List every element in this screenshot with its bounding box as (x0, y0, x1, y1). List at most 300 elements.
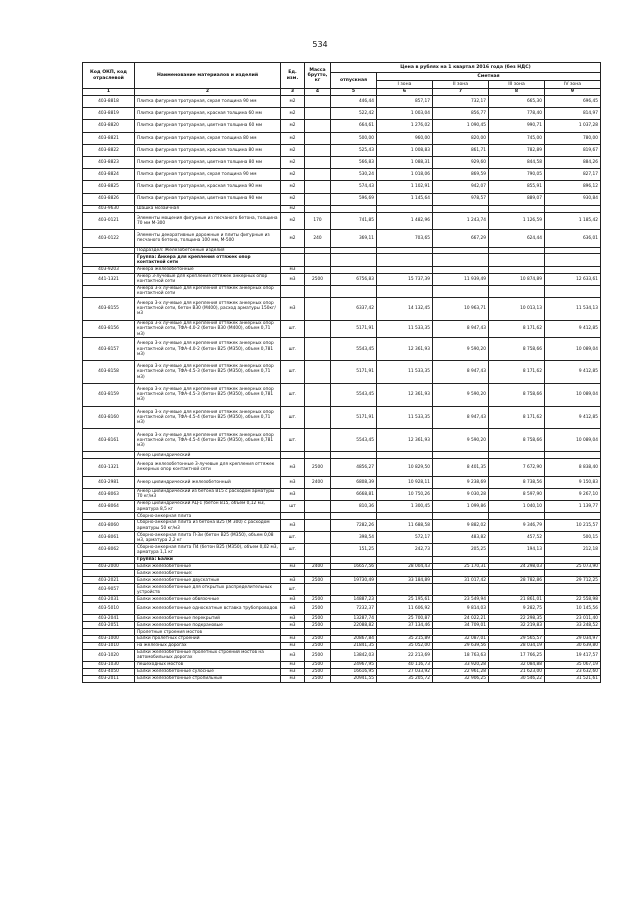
cell-zone2: 483,82 (433, 532, 489, 544)
col-num: 6 (377, 89, 433, 96)
cell-zone2: 1 099,86 (433, 500, 489, 512)
cell-zone4: 10 145,56 (545, 603, 601, 615)
cell-zone2: 34 709,01 (433, 622, 489, 629)
cell-release-price: 5543,45 (331, 383, 377, 406)
table-row (83, 383, 601, 406)
cell-mass (305, 383, 331, 406)
table-row (83, 622, 601, 629)
header-zone1: I зона (377, 81, 433, 89)
cell-zone3 (489, 285, 545, 297)
cell-zone4 (545, 247, 601, 254)
cell-zone2 (433, 570, 489, 577)
table-row (83, 603, 601, 615)
cell-zone1: 25 700,87 (377, 615, 433, 622)
cell-code: 441-1321 (83, 273, 135, 285)
cell-zone3: 855,91 (489, 181, 545, 193)
cell-unit (281, 452, 305, 459)
cell-zone4 (545, 205, 601, 212)
cell-zone4: 1 185,42 (545, 212, 601, 230)
cell-zone4: 9 412,85 (545, 406, 601, 429)
cell-zone3: 8 597,90 (489, 488, 545, 500)
cell-name: Балки пролетных строений (135, 636, 281, 643)
cell-mass (305, 108, 331, 120)
cell-unit (281, 247, 305, 254)
cell-code: 403-8819 (83, 108, 135, 120)
cell-name: Балки железобетонные подкрановые (135, 622, 281, 629)
cell-mass: 2400 (305, 476, 331, 488)
cell-mass (305, 254, 331, 266)
cell-zone1: 1 003,04 (377, 108, 433, 120)
cell-zone1: 11 533,35 (377, 361, 433, 384)
cell-code (83, 254, 135, 266)
cell-mass: 2500 (305, 636, 331, 643)
cell-name: Балки железобетонные (135, 563, 281, 570)
cell-zone2: 929,60 (433, 156, 489, 168)
cell-mass: 2400 (305, 563, 331, 570)
cell-zone4: 814,97 (545, 108, 601, 120)
cell-zone2: 861,71 (433, 144, 489, 156)
cell-code: 403-8062 (83, 544, 135, 556)
cell-unit: м2 (281, 169, 305, 181)
cell-unit: м3 (281, 459, 305, 477)
cell-mass: 2500 (305, 273, 331, 285)
cell-zone4 (545, 266, 601, 273)
cell-release-price (331, 629, 377, 636)
table-row (83, 643, 601, 650)
cell-zone2: 25 170,31 (433, 563, 489, 570)
cell-release-price: 522,42 (331, 108, 377, 120)
table-row (83, 429, 601, 452)
cell-zone4: 33 248,52 (545, 622, 601, 629)
cell-release-price: 19730,49 (331, 577, 377, 584)
cell-release-price: 20941,55 (331, 675, 377, 682)
cell-mass: 2500 (305, 603, 331, 615)
cell-zone1: 12 361,93 (377, 429, 433, 452)
cell-zone2: 33 920,28 (433, 662, 489, 669)
cell-zone2: 1 090,45 (433, 120, 489, 132)
cell-release-price (331, 584, 377, 596)
cell-release-price: 4856,27 (331, 459, 377, 477)
cell-unit: м3 (281, 643, 305, 650)
table-row (83, 132, 601, 144)
cell-release-price: 664,61 (331, 120, 377, 132)
cell-code: 403-8157 (83, 338, 135, 361)
cell-zone1: 11 533,35 (377, 320, 433, 338)
header-zone2: II зона (433, 81, 489, 89)
cell-zone1: 1 008,83 (377, 144, 433, 156)
cell-zone4: 31 521,61 (545, 675, 601, 682)
cell-zone1 (377, 285, 433, 297)
cell-name: Пролетные строения мостов (135, 629, 281, 636)
cell-release-price: 24967,95 (331, 662, 377, 669)
cell-zone4: 896,12 (545, 181, 601, 193)
cell-zone4 (545, 254, 601, 266)
cell-name: Плитка фигурная тротуарная, цветная толщина 80 мм (135, 156, 281, 168)
table-row (83, 247, 601, 254)
cell-release-price: 14887,23 (331, 596, 377, 603)
cell-zone4: 8 838,40 (545, 459, 601, 477)
cell-release-price: 574,43 (331, 181, 377, 193)
cell-code: 403-8159 (83, 383, 135, 406)
table-row (83, 476, 601, 488)
cell-code (83, 285, 135, 297)
cell-release-price: 741,85 (331, 212, 377, 230)
cell-zone4: 9 412,85 (545, 320, 601, 338)
cell-mass (305, 247, 331, 254)
table-row (83, 636, 601, 643)
cell-unit (281, 629, 305, 636)
cell-unit: м3 (281, 622, 305, 629)
cell-release-price: 22088,82 (331, 622, 377, 629)
cell-unit: м2 (281, 96, 305, 108)
cell-zone3 (489, 584, 545, 596)
cell-zone4 (545, 556, 601, 563)
header-release: отпускная (331, 73, 377, 89)
cell-zone2 (433, 513, 489, 520)
cell-mass: 170 (305, 212, 331, 230)
cell-zone3: 194,13 (489, 544, 545, 556)
cell-zone3: 990,71 (489, 120, 545, 132)
cell-zone2 (433, 254, 489, 266)
cell-zone4: 780,00 (545, 132, 601, 144)
cell-release-price: 810,36 (331, 500, 377, 512)
cell-zone2: 29 639,56 (433, 643, 489, 650)
cell-mass (305, 520, 331, 532)
cell-name: Анкера 3-х лучевые для крепления оттяжек анкерных опор контактной сети, ТФА-4.5-4 (бетон В25 (М350), объем 0,781 м3) (135, 429, 281, 452)
cell-code: 403-1030 (83, 662, 135, 669)
cell-zone3 (489, 266, 545, 273)
cell-release-price: 500,00 (331, 132, 377, 144)
cell-zone3: 665,30 (489, 96, 545, 108)
cell-zone3 (489, 556, 545, 563)
cell-zone4: 22 558,98 (545, 596, 601, 603)
cell-mass: 2500 (305, 622, 331, 629)
table-row (83, 361, 601, 384)
cell-zone1: 10 829,50 (377, 459, 433, 477)
cell-zone2: 32 087,01 (433, 636, 489, 643)
cell-release-price: 5171,91 (331, 320, 377, 338)
cell-mass: 2500 (305, 596, 331, 603)
cell-release-price (331, 247, 377, 254)
cell-zone4: 500,15 (545, 532, 601, 544)
col-num: 3 (281, 89, 305, 96)
table-row (83, 544, 601, 556)
table-row (83, 570, 601, 577)
col-num: 7 (433, 89, 489, 96)
cell-release-price: 398,54 (331, 532, 377, 544)
cell-release-price: 21841,35 (331, 643, 377, 650)
cell-name: Анкер цилиндрический (135, 452, 281, 459)
cell-zone3: 8 171,62 (489, 361, 545, 384)
cell-zone3 (489, 247, 545, 254)
cell-zone3: 8 171,62 (489, 320, 545, 338)
cell-zone1: 1 482,96 (377, 212, 433, 230)
table-row (83, 254, 601, 266)
cell-unit: шт. (281, 383, 305, 406)
cell-code: 403-8820 (83, 120, 135, 132)
cell-zone3 (489, 629, 545, 636)
cell-zone3: 8 758,66 (489, 383, 545, 406)
cell-release-price: 16616,95 (331, 668, 377, 675)
cell-zone4: 819,67 (545, 144, 601, 156)
cell-code: 403-8821 (83, 132, 135, 144)
cell-unit: м3 (281, 577, 305, 584)
cell-zone3: 745,00 (489, 132, 545, 144)
cell-zone2: 24 022,21 (433, 615, 489, 622)
cell-code: 403-4050 (83, 668, 135, 675)
cell-mass (305, 181, 331, 193)
cell-name: Плитка фигурная тротуарная, серая толщина 80 мм (135, 132, 281, 144)
cell-zone1 (377, 513, 433, 520)
cell-release-price: 530,24 (331, 169, 377, 181)
cell-zone3: 21 623,00 (489, 668, 545, 675)
cell-mass: 2500 (305, 662, 331, 669)
cell-release-price: 7232,37 (331, 603, 377, 615)
cell-zone3: 30 546,22 (489, 675, 545, 682)
cell-zone1: 14 132,45 (377, 297, 433, 320)
table-row (83, 556, 601, 563)
cell-zone1 (377, 556, 433, 563)
table-row (83, 563, 601, 570)
cell-zone4 (545, 629, 601, 636)
cell-name: Балки железобетонные для открытых распределительных устройств (135, 584, 281, 596)
cell-zone3: 28 782,86 (489, 577, 545, 584)
table-row (83, 459, 601, 477)
cell-mass (305, 429, 331, 452)
cell-mass (305, 556, 331, 563)
table-row (83, 144, 601, 156)
cell-code: 403-8823 (83, 156, 135, 168)
cell-zone1: 15 737,39 (377, 273, 433, 285)
cell-zone1: 572,17 (377, 532, 433, 544)
cell-release-price: 596,69 (331, 193, 377, 205)
cell-mass (305, 320, 331, 338)
cell-zone2 (433, 247, 489, 254)
table-row (83, 108, 601, 120)
cell-zone4: 930,84 (545, 193, 601, 205)
cell-unit: м2 (281, 132, 305, 144)
cell-release-price: 525,43 (331, 144, 377, 156)
cell-unit: м3 (281, 488, 305, 500)
cell-unit: м3 (281, 636, 305, 643)
cell-code (83, 452, 135, 459)
cell-zone2: 23 549,94 (433, 596, 489, 603)
cell-code: 403-1020 (83, 649, 135, 661)
cell-mass (305, 629, 331, 636)
cell-unit: м3 (281, 675, 305, 682)
cell-name: Балки железобетонные стропильные (135, 675, 281, 682)
cell-mass (305, 193, 331, 205)
cell-zone4: 696,45 (545, 96, 601, 108)
table-row (83, 500, 601, 512)
cell-zone1: 1 145,64 (377, 193, 433, 205)
cell-zone2: 8 401,35 (433, 459, 489, 477)
cell-zone1 (377, 247, 433, 254)
table-row (83, 615, 601, 622)
cell-release-price: 151,25 (331, 544, 377, 556)
cell-name: Анкера 3-х лучевые для крепления оттяжек анкерных опор контактной сети (135, 285, 281, 297)
cell-name: Плитка фигурная тротуарная, цветная толщина 60 мм (135, 120, 281, 132)
cell-zone4: 9 150,83 (545, 476, 601, 488)
table-row (83, 520, 601, 532)
table-row (83, 584, 601, 596)
cell-unit: м3 (281, 668, 305, 675)
cell-zone2 (433, 629, 489, 636)
cell-name: Анкера железобетонные (135, 266, 281, 273)
cell-unit: м3 (281, 649, 305, 661)
table-row (83, 668, 601, 675)
cell-mass (305, 338, 331, 361)
table-row (83, 181, 601, 193)
cell-zone1 (377, 266, 433, 273)
cell-zone1 (377, 570, 433, 577)
col-num: 9 (545, 89, 601, 96)
table-row (83, 513, 601, 520)
cell-zone3 (489, 570, 545, 577)
cell-release-price: 5171,91 (331, 406, 377, 429)
cell-mass (305, 406, 331, 429)
cell-zone1: 1 276,02 (377, 120, 433, 132)
cell-zone2 (433, 266, 489, 273)
cell-name: Балки железобетонные односкатные вставка трубопроводов (135, 603, 281, 615)
cell-code: 403-2021 (83, 577, 135, 584)
cell-mass (305, 144, 331, 156)
cell-zone2: 1 243,74 (433, 212, 489, 230)
cell-zone2 (433, 285, 489, 297)
cell-code: 403-8818 (83, 96, 135, 108)
cell-zone2 (433, 556, 489, 563)
cell-mass (305, 513, 331, 520)
cell-unit: м3 (281, 563, 305, 570)
cell-name: Балки железобетонные: (135, 570, 281, 577)
cell-unit: шт. (281, 544, 305, 556)
cell-zone2: 31 017,42 (433, 577, 489, 584)
cell-code: 403-8063 (83, 488, 135, 500)
cell-mass (305, 452, 331, 459)
table-row (83, 452, 601, 459)
cell-name: Элементы декоративные дорожные и плиты фигурные из песчаного бетона, толщина 100 мм, М-500 (135, 230, 281, 248)
cell-name: Подраздел: Железобетонные изделия (135, 247, 281, 254)
cell-code: 403-8060 (83, 520, 135, 532)
cell-zone3: 24 298,03 (489, 563, 545, 570)
cell-zone2: 32 906,25 (433, 675, 489, 682)
cell-name: Анкер цилиндрический железобетонный (135, 476, 281, 488)
cell-name: Элементы мощения фигурные из песчаного бетона, толщина 70 мм М-300 (135, 212, 281, 230)
header-mass: Масса брутто, кг (305, 63, 331, 89)
cell-zone2: 9 882,02 (433, 520, 489, 532)
col-num: 4 (305, 89, 331, 96)
cell-name: Балки железобетонные пролетных строений мостов на автомобильных дорогах (135, 649, 281, 661)
cell-zone4: 23 011,40 (545, 615, 601, 622)
cell-mass (305, 205, 331, 212)
cell-name: Плитка фигурная тротуарная, красная толщина 90 мм (135, 181, 281, 193)
cell-release-price: 446,44 (331, 96, 377, 108)
cell-code: 403-2011 (83, 675, 135, 682)
header-unit: Ед. изм. (281, 63, 305, 89)
cell-unit: шт. (281, 429, 305, 452)
cell-unit: м2 (281, 120, 305, 132)
cell-zone2 (433, 584, 489, 596)
cell-zone3: 10 874,89 (489, 273, 545, 285)
cell-code: 403-8064 (83, 500, 135, 512)
cell-unit: м3 (281, 266, 305, 273)
cell-release-price: 6808,39 (331, 476, 377, 488)
cell-mass (305, 584, 331, 596)
cell-zone4: 827,17 (545, 169, 601, 181)
cell-zone2: 9 590,20 (433, 429, 489, 452)
cell-unit: м2 (281, 181, 305, 193)
cell-zone2: 9 814,03 (433, 603, 489, 615)
col-num: 5 (331, 89, 377, 96)
cell-zone1: 1 088,31 (377, 156, 433, 168)
cell-name: Анкера 3-х лучевые для крепления оттяжек анкерных опор контактной сети, ТФА-4.5-3 (бетон В25 (М350), объем 0,71 м3) (135, 361, 281, 384)
cell-name: Плитка фигурная тротуарная, красная толщина 80 мм (135, 144, 281, 156)
cell-zone3: 17 766,25 (489, 649, 545, 661)
cell-release-price: 6756,83 (331, 273, 377, 285)
cell-zone1: 37 134,46 (377, 622, 433, 629)
cell-zone4: 10 089,04 (545, 383, 601, 406)
cell-name: Балки железобетонные сулосные (135, 668, 281, 675)
cell-zone3: 8 171,62 (489, 406, 545, 429)
header-zone4: IV зона (545, 81, 601, 89)
table-header (83, 63, 601, 96)
cell-zone2: 9 238,69 (433, 476, 489, 488)
header-name: Наименование материалов и изделий (135, 63, 281, 89)
cell-zone1: 33 184,89 (377, 577, 433, 584)
cell-zone1: 11 606,92 (377, 603, 433, 615)
cell-zone3 (489, 205, 545, 212)
cell-zone4: 25 073,90 (545, 563, 601, 570)
cell-release-price (331, 570, 377, 577)
cell-unit: м3 (281, 603, 305, 615)
cell-name: Анкер 3-лучевые для крепления оттяжек анкерных опор контактной сети (135, 273, 281, 285)
cell-mass (305, 500, 331, 512)
cell-unit (281, 556, 305, 563)
cell-code: 403-0122 (83, 230, 135, 248)
cell-zone1 (377, 254, 433, 266)
table-row (83, 230, 601, 248)
cell-zone3 (489, 513, 545, 520)
cell-name: Плитка фигурная тротуарная, серая толщина 90 мм (135, 96, 281, 108)
cell-zone1: 35 052,00 (377, 643, 433, 650)
cell-zone3: 8 738,56 (489, 476, 545, 488)
cell-name: Сборно-анкерная плита из бетона В25 (М 300) с расходом арматуры 50 кг/м3 (135, 520, 281, 532)
cell-zone4: 1 139,77 (545, 500, 601, 512)
cell-zone1: 35 215,89 (377, 636, 433, 643)
cell-zone4: 29 034,97 (545, 636, 601, 643)
cell-zone3: 7 672,90 (489, 459, 545, 477)
cell-release-price (331, 452, 377, 459)
cell-release-price (331, 254, 377, 266)
table-row (83, 320, 601, 338)
cell-code: 403-9203 (83, 266, 135, 273)
cell-name: Плитка фигурная тротуарная, серая толщина 90 мм (135, 169, 281, 181)
cell-unit: м2 (281, 144, 305, 156)
header-price: Цена в рублях на 1 квартал 2016 года (без НДС) (331, 63, 601, 73)
cell-zone4: 10 089,04 (545, 429, 601, 452)
cell-unit: м3 (281, 476, 305, 488)
cell-zone3: 32 219,83 (489, 622, 545, 629)
cell-zone1: 703,65 (377, 230, 433, 248)
cell-zone2 (433, 205, 489, 212)
cell-zone2: 856,77 (433, 108, 489, 120)
cell-zone4: 11 534,13 (545, 297, 601, 320)
cell-mass (305, 361, 331, 384)
cell-mass (305, 570, 331, 577)
cell-mass: 2500 (305, 649, 331, 661)
cell-name: Анкер цилиндрический АЦ-1 (бетон В15, объем 0,12 м3, арматура 8,5 кг (135, 500, 281, 512)
cell-code: 403-8160 (83, 406, 135, 429)
